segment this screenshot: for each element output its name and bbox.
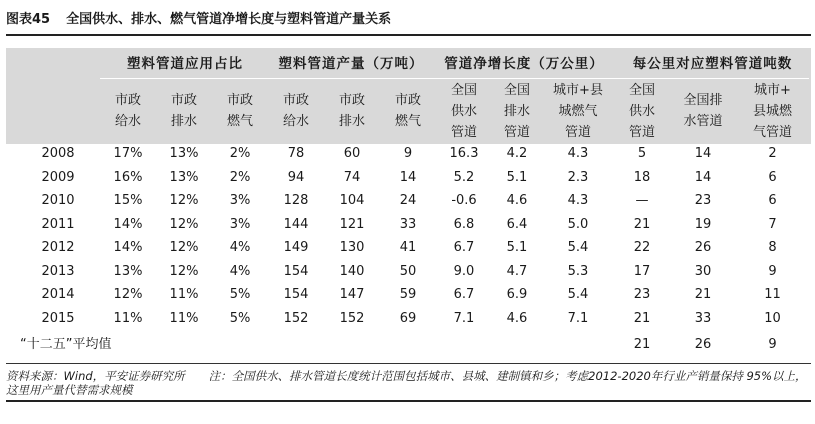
table-cell: 26 [694,240,712,255]
table-cell: 11 [764,287,781,302]
subheader-cell: 全国 供水 管道 [628,82,655,140]
table-cell: 6.8 [453,216,475,232]
table-cell: 7 [768,216,777,232]
figure-title [6,0,811,34]
table-cell: 13% [113,263,143,279]
subheader-cell: 城市+ 县城燃 气管道 [752,82,792,140]
group-header-length: 管道净增长度（万公里） [444,56,604,72]
table-cell: 17 [633,263,651,279]
table-cell: 94 [287,169,305,185]
table-cell: 3% [229,193,251,208]
table-cell: 14% [113,240,143,255]
table-cell: 140 [339,263,365,279]
table-cell: 2 [768,146,777,161]
table-cell: 41 [399,240,417,255]
table-bottom-rule [6,363,811,364]
year-cell: 2012 [41,240,75,255]
table-cell: 147 [339,287,365,302]
figure-title-text: 全国供水、排水、燃气管道净增长度与塑料管道产量关系 [66,11,392,27]
table-cell: — [635,193,649,208]
table-cell: 12% [113,287,143,302]
table-cell: 14% [113,216,143,232]
table-cell: 12% [169,240,199,255]
table-cell: 5.4 [567,287,589,302]
group-header-output: 塑料管道产量（万吨） [278,56,424,72]
table-cell: 59 [399,287,417,302]
subheader-cell: 全国排 水管道 [683,93,723,129]
table-cell: 6.7 [453,287,475,302]
source-note: 资料来源：Wind，平安证券研究所 [6,369,185,383]
figure-number: 图表45 [6,11,51,27]
table-cell: -0.6 [451,193,477,208]
table-cell: 30 [694,263,712,279]
table-cell: 104 [339,193,365,208]
bottom-rule [6,400,811,402]
table-cell: 21 [633,216,651,232]
table-cell: 19 [694,216,712,232]
subheader-cell: 市政 排水 [170,93,197,129]
table-cell: 6 [768,193,777,208]
table-cell: 4% [229,240,251,255]
table-cell: 6.4 [506,216,528,232]
table-cell: 152 [339,310,365,326]
table-cell: 74 [343,169,361,185]
scope-note: 注：全国供水、排水管道长度统计范围包括城市、县城、建制镇和乡；考虑2012-2020年行业产销量保持 95%以上，这里用产量代替需求规模 [6,369,807,397]
table-cell: 15% [113,193,143,208]
table-cell: 22 [633,240,651,255]
table-cell: 78 [287,146,305,161]
table-cell: 69 [399,310,417,326]
table-cell: 154 [283,263,309,279]
table-cell: 5% [229,287,251,302]
table-cell: 11% [113,310,143,326]
table-cell: 144 [283,216,309,232]
subheader-cell: 市政 给水 [114,93,141,129]
table-cell: 9 [768,263,777,279]
table-cell: 2% [229,169,251,185]
table-cell: 23 [694,193,712,208]
table-cell: 16.3 [449,146,479,161]
average-cell: 9 [768,337,777,352]
table-cell: 33 [694,310,712,326]
table-cell: 2.3 [567,169,589,185]
table-cell: 128 [283,193,309,208]
table-cell: 4.2 [506,146,528,161]
year-cell: 2008 [41,146,75,161]
table-cell: 4.3 [567,193,589,208]
year-cell: 2010 [41,193,75,208]
average-cell: 21 [633,337,651,352]
table-cell: 12% [169,263,199,279]
table-cell: 13% [169,169,199,185]
table-cell: 18 [633,169,651,185]
title-rule [6,34,811,36]
table-cell: 154 [283,287,309,302]
average-cell: 26 [694,337,712,352]
table-cell: 23 [633,287,651,302]
table-cell: 5.2 [453,169,475,185]
table-cell: 6.7 [453,240,475,255]
table-cell: 50 [399,263,417,279]
table-cell: 14 [694,169,712,185]
table-cell: 121 [339,216,365,232]
table-cell: 4.6 [506,310,528,326]
table-cell: 24 [399,193,417,208]
subheader-cell: 市政 给水 [282,93,309,129]
table-cell: 9.0 [453,263,475,279]
table-cell: 152 [283,310,309,326]
table-cell: 14 [399,169,417,185]
table-cell: 60 [343,146,361,161]
table-cell: 12% [169,193,199,208]
table-cell: 5.0 [567,216,589,232]
table-cell: 4.3 [567,146,589,161]
table-cell: 4.7 [506,263,528,279]
table-cell: 10 [764,310,781,326]
table-cell: 5.3 [567,263,589,279]
table-cell: 5% [229,310,251,326]
table-cell: 16% [113,169,143,185]
subheader-cell: 城市+县 城燃气 管道 [553,82,603,140]
table-cell: 130 [339,240,365,255]
table-cell: 2% [229,146,251,161]
table-cell: 5 [637,146,647,161]
table-cell: 149 [283,240,309,255]
subheader-cell: 市政 排水 [338,93,365,129]
year-cell: 2011 [41,216,75,232]
table-cell: 4.6 [506,193,528,208]
group-header-ratio: 每公里对应塑料管道吨数 [632,56,793,72]
table-cell: 33 [399,216,417,232]
table-cell: 17% [113,146,143,161]
table-cell: 5.1 [506,240,528,255]
table-cell: 21 [633,310,651,326]
year-cell: 2015 [41,310,75,326]
year-cell: 2009 [41,169,75,185]
group-header-share: 塑料管道应用占比 [127,56,243,72]
year-cell: 2013 [41,263,75,279]
table-cell: 7.1 [567,310,589,326]
subheader-cell: 全国 排水 管道 [503,82,530,140]
table-cell: 7.1 [453,310,475,326]
subheader-cell: 全国 供水 管道 [450,82,477,140]
footnote [6,369,811,397]
table-cell: 12% [169,216,199,232]
table-cell: 3% [229,216,251,232]
average-row-label: “十二五”平均值 [20,337,112,352]
year-cell: 2014 [41,287,75,302]
subheader-cell: 市政 燃气 [394,93,421,129]
table-cell: 5.4 [567,240,589,255]
subheader-cell: 市政 燃气 [226,93,253,129]
table-cell: 8 [768,240,777,255]
table-cell: 6.9 [506,287,528,302]
table-cell: 21 [694,287,712,302]
table-cell: 13% [169,146,199,161]
table-cell: 11% [169,287,199,302]
table-cell: 4% [229,263,251,279]
table-cell: 11% [169,310,199,326]
table-cell: 9 [403,146,413,161]
table-cell: 5.1 [506,169,528,185]
table-cell: 6 [768,169,777,185]
table-cell: 14 [694,146,712,161]
